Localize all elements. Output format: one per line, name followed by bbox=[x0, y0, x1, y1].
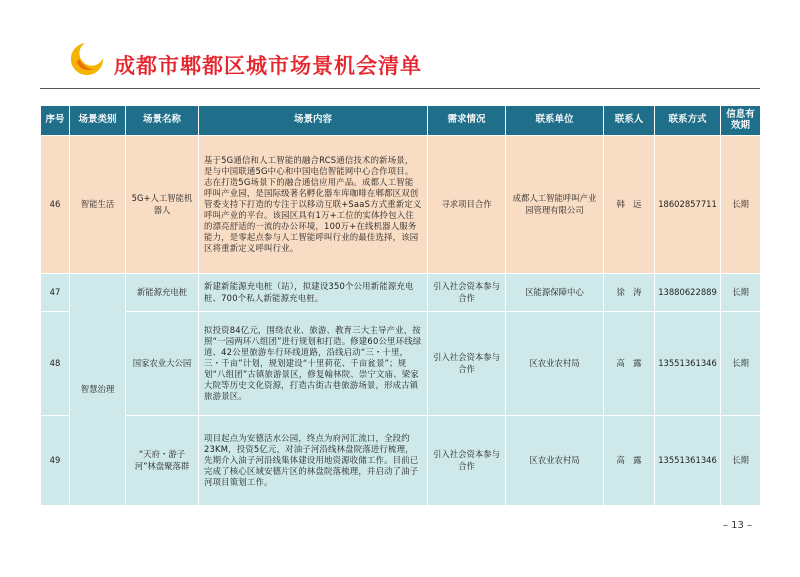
cell-no: 46 bbox=[41, 136, 70, 274]
header-contact: 联系人 bbox=[604, 106, 655, 136]
cell-demand: 引入社会资本参与合作 bbox=[428, 416, 506, 506]
cell-content: 基于5G通信和人工智能的融合RCS通信技术的新场景，是与中国联通5G中心和中国电信智能网中心合作项目。志在打造5G场景下的融合通信应用产品。成都人工智能呼叫产业园，是国际级著名孵化器车库咖啡在郫都区双创管委支持下打造的专注于以移动互联+SaaS方式重新定义呼叫产业的平台。该园区具有1万+工位的实体拎包入住的漂亮舒适的一流的办公环境，100万+在线机器人服务能力，是零起点参与人工智能呼叫行业的最佳选择，该园区将重新定义呼叫行业。 bbox=[199, 136, 428, 274]
cell-validity: 长期 bbox=[721, 312, 761, 416]
table-row bbox=[41, 416, 761, 506]
cell-category: 智能生活 bbox=[70, 136, 126, 274]
cell-no: 47 bbox=[41, 274, 70, 312]
cell-demand: 引入社会资本参与合作 bbox=[428, 312, 506, 416]
table-row bbox=[41, 312, 761, 416]
cell-name: 国家农业大公园 bbox=[126, 312, 199, 416]
header-category: 场景类别 bbox=[70, 106, 126, 136]
table-row bbox=[41, 136, 761, 274]
header-demand: 需求情况 bbox=[428, 106, 506, 136]
cell-demand: 寻求项目合作 bbox=[428, 136, 506, 274]
header-name: 场景名称 bbox=[126, 106, 199, 136]
cell-phone: 18602857711 bbox=[655, 136, 721, 274]
cell-category: 智慧治理 bbox=[70, 274, 126, 506]
page-number: – 13 – bbox=[722, 520, 752, 531]
cell-name: 5G+人工智能机器人 bbox=[126, 136, 199, 274]
cell-content: 拟投资84亿元，围绕农业、旅游、教育三大主导产业，按照“一园两环八组团”进行规划和打造。修建60公里环线绿道、42公里旅游车行环线道路，沿线启动“三・十里，三・千亩”计划，规划建设“十里荷花、千亩盆景”；规划“八组团”古镇旅游景区，修复翰林院、崇宁文庙、梁家大院等历史文化资源，打造古街古巷旅游场景，形成古镇旅游景区。 bbox=[199, 312, 428, 416]
page-title: 成都市郫都区城市场景机会清单 bbox=[114, 54, 422, 78]
cell-phone: 13880622889 bbox=[655, 274, 721, 312]
table-header-row bbox=[41, 106, 761, 136]
cell-unit: 区农业农村局 bbox=[506, 312, 604, 416]
cell-unit: 区能源保障中心 bbox=[506, 274, 604, 312]
cell-contact: 高 露 bbox=[604, 312, 655, 416]
cell-phone: 13551361346 bbox=[655, 312, 721, 416]
cell-contact: 高 露 bbox=[604, 416, 655, 506]
scenario-table bbox=[40, 105, 761, 506]
cell-demand: 引入社会资本参与合作 bbox=[428, 274, 506, 312]
cell-phone: 13551361346 bbox=[655, 416, 721, 506]
cell-unit: 成都人工智能呼叫产业园管理有限公司 bbox=[506, 136, 604, 274]
header-phone: 联系方式 bbox=[655, 106, 721, 136]
cell-name: 新能源充电桩 bbox=[126, 274, 199, 312]
cell-validity: 长期 bbox=[721, 136, 761, 274]
cell-unit: 区农业农村局 bbox=[506, 416, 604, 506]
cell-contact: 韩 远 bbox=[604, 136, 655, 274]
cell-name: “天府・游子河”林盘聚落群 bbox=[126, 416, 199, 506]
cell-content: 项目起点为安德活水公园，终点为府河汇流口，全段约23KM，投资5亿元，对油子河沿线林盘院落进行梳理，先期介入油子河沿线集体建设用地资源收储工作。目前已完成了核心区域安德片区的林盘院落梳理，并启动了油子河项目策划工作。 bbox=[199, 416, 428, 506]
header-no: 序号 bbox=[41, 106, 70, 136]
header-unit: 联系单位 bbox=[506, 106, 604, 136]
cell-content: 新建新能源充电桩（站），拟建设350个公用新能源充电桩、700个私人新能源充电桩。 bbox=[199, 274, 428, 312]
header-validity: 信息有效期 bbox=[721, 106, 761, 136]
cell-validity: 长期 bbox=[721, 274, 761, 312]
table-row bbox=[41, 274, 761, 312]
title-divider bbox=[40, 88, 760, 89]
cell-validity: 长期 bbox=[721, 416, 761, 506]
cell-no: 49 bbox=[41, 416, 70, 506]
cell-contact: 徐 涛 bbox=[604, 274, 655, 312]
header-content: 场景内容 bbox=[199, 106, 428, 136]
cell-no: 48 bbox=[41, 312, 70, 416]
logo-icon bbox=[68, 40, 106, 78]
